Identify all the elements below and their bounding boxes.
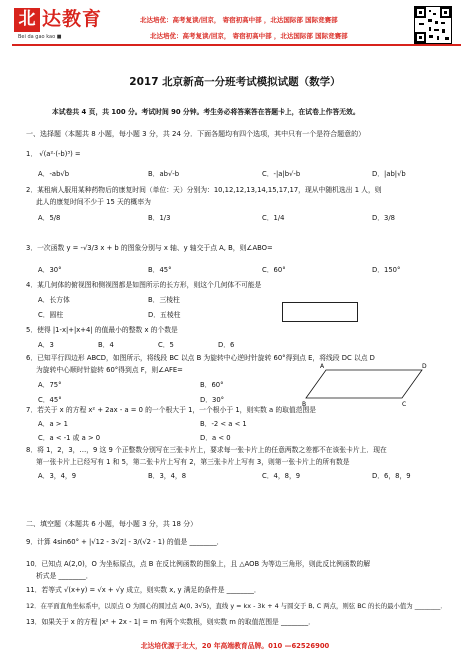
parallelogram-figure [290,360,440,410]
question-2-option-c: C．1/4 [262,214,285,222]
question-2-option-d: D．3/8 [372,214,395,222]
question-9: 9．计算 4sin60° + |√12 - 3√2| - 3/(√2 - 1) 的值是 ________． [26,538,224,546]
question-4-option-a: A．长方体 [38,296,70,304]
question-13: 13．如果关于 x 的方程 |x² + 2x - 1| = m 有两个实数根，则实数 m 的取值范围是 ________． [26,618,315,626]
question-6-line-1: 6．已知平行四边形 ABCD，如图所示，将线段 BC 以点 B 为旋转中心逆时针旋转 60°得到点 E，将线段 DC 以点 D [26,354,375,362]
question-1-formula: √(a²·(-b)³) = [39,150,81,158]
logo-mark: 北 [14,8,40,32]
question-3-option-c: C．60° [262,266,286,274]
question-5-option-a: A．3 [38,341,54,349]
question-3: 3．一次函数 y = -√3/3 x + b 的图象分别与 x 轴、y 轴交于点 A, B，则∠ABO= [26,244,273,252]
question-5: 5．使得 |1-x|+|x+4| 的值最小的整数 x 的个数是 [26,326,178,334]
question-5-option-c: C．5 [158,341,174,349]
question-5-option-d: D．6 [218,341,235,349]
header-divider [12,44,461,46]
question-6-option-d: D．30° [200,396,225,404]
question-4-option-d: D．五棱柱 [148,311,181,319]
header-slogan-top: 北达培优：高考复读/回京， 寄宿初高中部 ，北达国际部 国际竞赛部 [140,16,338,24]
logo-text: 达教育 [42,8,103,30]
question-7-option-b: B．-2 < a < 1 [200,420,247,428]
logo-pinyin: Bei da gao kao ■ [18,34,62,40]
question-6-option-c: C．45° [38,396,62,404]
question-3-option-a: A．30° [38,266,62,274]
footer-banner: 北达培优源于北大，20 年高端教育品牌。010 —62526900 [140,642,330,650]
question-2-line-2: 此人的康复时间不少于 15 天的概率为 [36,198,151,206]
question-7-option-d: D．a < 0 [200,434,231,442]
question-8-option-b: B．3，4，8 [148,472,187,480]
question-7-option-a: A．a > 1 [38,420,68,428]
question-3-option-d: D．150° [372,266,401,274]
question-8-option-c: C．4，8，9 [262,472,301,480]
question-8-line-1: 8．将 1，2，3，…，9 这 9 个正整数分别写在三张卡片上，要求每一张卡片上的任意两数之差都不在该张卡片上．现在 [26,446,387,454]
question-8-option-d: D．6，8，9 [372,472,411,480]
question-1-option-a: A．-ab√b [38,170,70,178]
question-4: 4．某几何体的俯视图和侧视图都是如图所示的长方形，则这个几何体不可能是 [26,281,262,289]
question-1-option-b: B．ab√-b [148,170,180,178]
section-choice-heading: 一、选择题（本题共 8 小题，每小题 3 分，共 24 分．下面各题均有四个选项，其中只有一个是符合题意的） [26,130,366,138]
question-7: 7．若关于 x 的方程 x² + 2ax - a = 0 的一个根大于 1，一个根小于 1，则实数 a 的取值范围是 [26,406,317,414]
question-1 [26,150,81,158]
question-10-line-2: 析式是 ________． [36,572,93,580]
question-4-option-c: C．圆柱 [38,311,64,319]
question-2-line-1: 2．某租病人服用某种药物后的康复时间（单位：天）分别为：10,12,12,13,14,15,17,17，现从中随机选出 1 人，则 [26,186,382,194]
page-title: 2017 北京新高一分班考试模拟试题（数学） [129,76,341,88]
question-1-option-d: D．|ab|√b [372,170,406,178]
label-a: A [320,363,325,370]
label-b: B [302,401,307,408]
question-3-option-b: B．45° [148,266,172,274]
question-12: 12．在平面直角坐标系中，以原点 O 为圆心的圆过点 A(0, 3√5)，直线 y = kx - 3k + 4 与圆交于 B, C 两点，则弦 BC 的长的最小值为 ________． [26,602,447,610]
question-2-option-a: A．5/8 [38,214,61,222]
header-slogan-bottom: 北达培优：高考复读/回京， 寄宿初高中部 ，北达国际部 国际竞赛部 [150,32,348,40]
exam-note: 本试卷共 4 页，共 100 分。考试时间 90 分钟。考生务必将答案答在答题卡上，在试卷上作答无效。 [52,108,360,116]
question-10-line-1: 10．已知点 A(2,0)，O 为坐标原点，点 B 在反比例函数的图象上，且 △AOB 为等边三角形，则此反比例函数的解 [26,560,371,568]
label-d: D [422,363,427,370]
qr-code-icon [414,6,452,44]
question-7-option-c: C．a < -1 或 a > 0 [38,434,101,442]
section-fill-heading: 二、填空题（本题共 6 小题，每小题 3 分，共 18 分） [26,520,198,528]
question-5-option-b: B．4 [98,341,114,349]
question-6-option-b: B．60° [200,381,224,389]
question-2-option-b: B．1/3 [148,214,171,222]
question-6-line-2: 为旋转中心顺时针旋转 60°得到点 F，则∠AFE= [36,366,183,374]
question-4-option-b: B．三棱柱 [148,296,180,304]
rectangle-view-figure [282,302,358,322]
question-11: 11．若等式 √(x+y) = √x + √y 成立，则实数 x, y 满足的条件是 ________． [26,586,261,594]
question-1-number: 1． [26,150,38,158]
question-1-option-c: C．-|a|b√-b [262,170,301,178]
question-6-option-a: A．75° [38,381,62,389]
question-8-line-2: 第一张卡片上已经写有 1 和 5，第二张卡片上写有 2，第三张卡片上写有 3，则第一张卡片上的所有数是 [36,458,350,466]
question-8-option-a: A．3，4，9 [38,472,77,480]
label-c: C [402,401,407,408]
